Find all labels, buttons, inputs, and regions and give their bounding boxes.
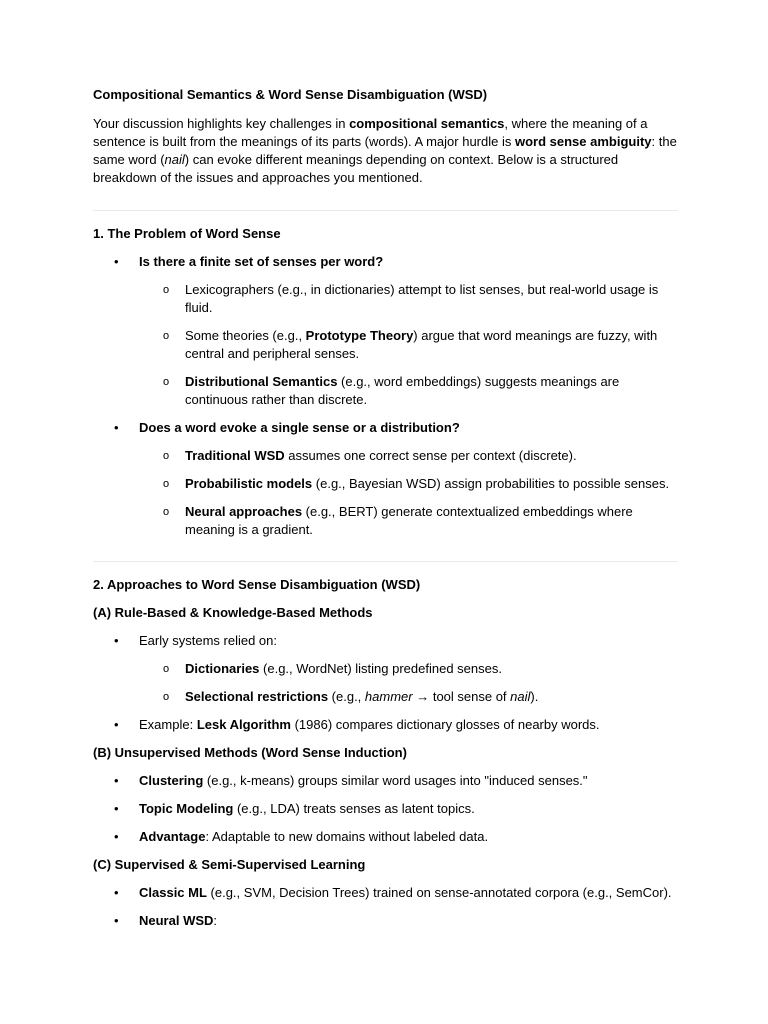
circle-bullet-icon: o [163, 663, 170, 675]
document-page [93, 86, 678, 940]
list-item [93, 800, 678, 818]
item-text: Example: [139, 717, 197, 732]
item-bold-term: Selectional restrictions [185, 689, 329, 704]
item-text: : [213, 913, 218, 928]
item-text: : Adaptable to new domains without labeled data. [205, 829, 489, 844]
bullet-icon: • [114, 254, 119, 269]
section-1-heading: 1. The Problem of Word Sense [93, 226, 281, 241]
item-text: (e.g., word embeddings) suggests meanings are continuous rather than discrete. [185, 374, 620, 407]
list-item [93, 884, 678, 902]
item-text: (e.g., Bayesian WSD) assign probabilities to possible senses. [312, 476, 670, 491]
sub-list-item [93, 373, 678, 409]
sub-list-item [93, 327, 678, 363]
item-text: ). [530, 689, 539, 704]
question-text: Is there a finite set of senses per word? [139, 254, 384, 269]
item-text: (e.g., BERT) generate contextualized embeddings where meaning is a gradient. [185, 504, 633, 537]
item-italic-term: hammer [364, 689, 413, 704]
item-bold-term: Lesk Algorithm [196, 717, 291, 732]
list-item [93, 772, 678, 790]
document-title: Compositional Semantics & Word Sense Disambiguation (WSD) [93, 87, 488, 102]
item-text: (e.g., SVM, Decision Trees) trained on sense-annotated corpora (e.g., SemCor). [206, 885, 672, 900]
intro-italic-term: nail [164, 152, 185, 167]
bullet-icon: • [114, 633, 119, 648]
item-text: assumes one correct sense per context (discrete). [284, 448, 577, 463]
sub-list-item [93, 447, 678, 465]
bullet-icon: • [114, 885, 119, 900]
bullet-icon: • [114, 801, 119, 816]
item-text: Early systems relied on: [139, 633, 277, 648]
item-text: Lexicographers (e.g., in dictionaries) attempt to list senses, but real-world usage is fluid. [185, 282, 659, 315]
intro-bold-term: word sense ambiguity [514, 134, 652, 149]
section-2-heading: 2. Approaches to Word Sense Disambiguation (WSD) [93, 577, 421, 592]
section-divider [93, 210, 678, 211]
bullet-icon: • [114, 420, 119, 435]
list-item [93, 419, 678, 437]
list-item [93, 828, 678, 846]
list-item [93, 716, 678, 734]
item-text: ) argue that word meanings are fuzzy, with central and peripheral senses. [185, 328, 658, 361]
circle-bullet-icon: o [163, 284, 170, 296]
bullet-icon: • [114, 717, 119, 732]
circle-bullet-icon: o [163, 691, 170, 703]
bullet-icon: • [114, 773, 119, 788]
item-text: (e.g., [328, 689, 365, 704]
item-bold-term: Neural approaches [185, 504, 303, 519]
item-text: (e.g., LDA) treats senses as latent topics. [233, 801, 475, 816]
item-text: Some theories (e.g., [185, 328, 306, 343]
bullet-icon: • [114, 829, 119, 844]
item-bold-term: Advantage [139, 829, 206, 844]
intro-bold-term: compositional semantics [349, 116, 505, 131]
item-text: (e.g., WordNet) listing predefined senses. [259, 661, 502, 676]
subsection-a-heading: (A) Rule-Based & Knowledge-Based Methods [93, 605, 373, 620]
bullet-icon: • [114, 913, 119, 928]
item-bold-term: Topic Modeling [139, 801, 234, 816]
item-bold-term: Neural WSD [139, 913, 214, 928]
sub-list-item [93, 503, 678, 539]
list-item [93, 632, 678, 650]
circle-bullet-icon: o [163, 506, 170, 518]
list-item [93, 912, 678, 930]
item-bold-term: Distributional Semantics [185, 374, 338, 389]
subsection-b-heading: (B) Unsupervised Methods (Word Sense Induction) [93, 745, 407, 760]
item-bold-term: Clustering [139, 773, 204, 788]
section-divider [93, 561, 678, 562]
item-bold-term: Traditional WSD [185, 448, 285, 463]
subsection-c-heading: (C) Supervised & Semi-Supervised Learning [93, 857, 366, 872]
item-text: (e.g., k-means) groups similar word usages into "induced senses." [203, 773, 588, 788]
item-bold-term: Prototype Theory [305, 328, 414, 343]
circle-bullet-icon: o [163, 330, 170, 342]
item-bold-term: Probabilistic models [185, 476, 313, 491]
item-text: → tool sense of [412, 689, 511, 704]
list-item [93, 253, 678, 271]
intro-text: : the same word ( [93, 134, 677, 167]
sub-list-item [93, 660, 678, 678]
sub-list-item [93, 281, 678, 317]
item-bold-term: Classic ML [139, 885, 207, 900]
circle-bullet-icon: o [163, 376, 170, 388]
intro-text: , where the meaning of a sentence is built from the meanings of its parts (words). A major hurdle is [93, 116, 648, 149]
sub-list-item [93, 475, 678, 493]
intro-paragraph [93, 115, 678, 187]
intro-text: Your discussion highlights key challenges in [93, 116, 350, 131]
circle-bullet-icon: o [163, 450, 170, 462]
sub-list-item [93, 688, 678, 706]
question-text: Does a word evoke a single sense or a distribution? [139, 420, 460, 435]
item-italic-term: nail [510, 689, 531, 704]
circle-bullet-icon: o [163, 478, 170, 490]
intro-text: ) can evoke different meanings depending on context. Below is a structured breakdown of the issues and approaches you mentioned. [93, 152, 619, 185]
item-bold-term: Dictionaries [185, 661, 260, 676]
item-text: (1986) compares dictionary glosses of nearby words. [290, 717, 600, 732]
